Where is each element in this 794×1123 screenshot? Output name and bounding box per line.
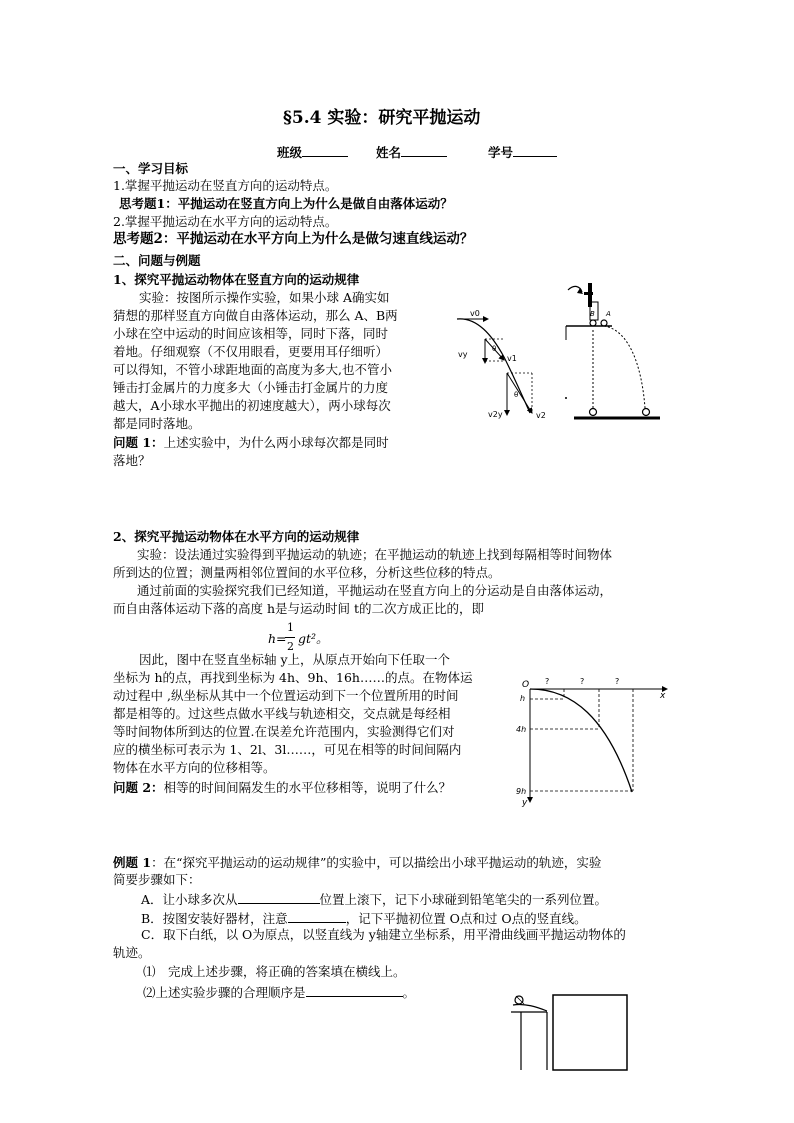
part2-p1a: 实验：设法通过实验得到平抛运动的轨迹；在平抛运动的轨迹上找到每隔相等时间物体 [137, 547, 613, 562]
number-label: 学号 [488, 145, 514, 160]
part1-heading: 1、探究平抛运动物体在竖直方向的运动规律 [113, 272, 360, 287]
step-c-cont: 轨迹。 [113, 945, 151, 960]
v2-label: v2 [536, 411, 546, 420]
ball-a-label: A [606, 310, 611, 318]
y-tick-label: 9h [516, 787, 527, 796]
question-1-text: 上述实验中，为什么两小球每次都是同时 [163, 435, 389, 450]
board-apparatus-figure [505, 985, 635, 1075]
step-a-blank[interactable] [238, 890, 320, 904]
sub-question-2-blank[interactable] [306, 983, 403, 997]
section2-heading: 二、问题与例题 [113, 253, 201, 268]
step-c: C．取下白纸，以 O为原点，以竖直线为 y轴建立坐标系，用平滑曲线画平抛运动物体的 [141, 927, 626, 942]
question-2-text: 相等的时间间隔发生的水平位移相等，说明了什么？ [163, 780, 452, 795]
part1-line: 锤击打金属片的力度多大（小锤击打金属片的力度 [113, 380, 389, 395]
think-question-2: 思考题2：平抛运动在水平方向上为什么是做匀速直线运动？ [113, 231, 474, 247]
y-axis-label: y [522, 798, 528, 807]
trajectory-graph [512, 672, 672, 807]
goal-1: 1.掌握平抛运动在竖直方向的运动特点。 [113, 178, 338, 193]
ball-b-label: B [590, 310, 595, 318]
x-mark-label: ? [615, 677, 620, 686]
class-field [277, 143, 348, 160]
part2-p1b: 所到达的位置；测量两相邻位置间的水平位移，分析这些位移的特点。 [113, 565, 501, 580]
part2-line: 都是相等的。过这些点做水平线与轨迹相交，交点就是每经相 [113, 706, 451, 721]
slope-track [513, 1004, 547, 1011]
question-1 [113, 435, 389, 450]
number-blank[interactable] [513, 143, 557, 157]
part1-line: 都是同时落地。 [113, 416, 201, 431]
v1-label: v1 [507, 354, 517, 363]
part2-p2a: 通过前面的实验探究我们已经知道，平抛运动在竖直方向上的分运动是自由落体运动， [137, 583, 613, 598]
part1-line: 猜想的那样竖直方向做自由落体运动，那么 A、B两 [113, 308, 398, 323]
x-mark-label: ? [580, 677, 585, 686]
step-b-text: B．按图安装好器材，注意 [141, 911, 288, 926]
goal-2: 2.掌握平抛运动在水平方向的运动特点。 [113, 214, 338, 229]
name-blank[interactable] [401, 143, 447, 157]
ball-icon [515, 996, 523, 1004]
theta2-label: θ [514, 391, 519, 399]
question-2-label: 问题 2： [113, 780, 164, 795]
step-b [141, 909, 587, 926]
trajectory-curve [457, 319, 530, 413]
part2-line: 动过程中 ,纵坐标从其中一个位置运动到下一个位置所用的时间 [113, 688, 459, 703]
y-tick-label: h [520, 694, 526, 703]
part2-line: 应的横坐标可表示为 1、2l、3l……，可见在相等的时间间隔内 [113, 742, 462, 757]
sub-question-2 [143, 983, 415, 1000]
formula-lhs: h= [268, 631, 287, 646]
sub-question-1: ⑴ 完成上述步骤，将正确的答案填在横线上。 [143, 964, 406, 979]
part2-line: 因此，图中在竖直坐标轴 y上，从原点开始向下任取一个 [139, 652, 451, 667]
class-label: 班级 [277, 145, 303, 160]
part2-line: 等时间物体所到达的位置.在误差允许范围内，实验测得它们对 [113, 724, 455, 739]
formula-denominator: 2 [287, 640, 294, 653]
v2-arrow [507, 373, 532, 413]
example-label: 例题 1 [113, 855, 152, 870]
question-1-label: 问题 1： [113, 435, 164, 450]
class-blank[interactable] [302, 143, 348, 157]
example-intro-text: ：在“探究平抛运动的运动规律”的实验中，可以描绘出小球平抛运动的轨迹，实验 [151, 855, 602, 870]
v0-label: v0 [470, 309, 480, 318]
origin-label: O [522, 680, 530, 690]
velocity-decomposition-figure [452, 305, 557, 425]
vy-label: vy [458, 350, 468, 359]
trajectory-curve [530, 689, 632, 792]
question-2 [113, 780, 451, 795]
part1-line: 可以得知，不管小球距地面的高度为多大,也不管小 [113, 362, 392, 377]
section1-heading: 一、学习目标 [113, 161, 189, 176]
part1-line: 越大，A小球水平抛出的初速度越大），两小球每次 [113, 398, 391, 413]
formula-rhs: gt²。 [298, 631, 329, 646]
y-tick-label: 4h [516, 725, 527, 734]
think-question-1: 思考题1：平抛运动在竖直方向上为什么是做自由落体运动？ [119, 196, 453, 211]
part2-line: 坐标为 h的点，再找到坐标为 4h、9h、16h……的点。在物体运 [113, 670, 473, 685]
v2y-label: v2y [488, 410, 503, 419]
part1-line: 小球在空中运动的时间应该相等，同时下落，同时 [113, 326, 389, 341]
step-a [141, 890, 607, 907]
ball-a-icon [601, 320, 607, 326]
step-b-blank[interactable] [288, 909, 346, 923]
apparatus-figure [560, 278, 670, 430]
step-a-text-end: 位置上滚下，记下小球碰到铅笔笔尖的一系列位置。 [319, 892, 608, 907]
part1-line: 实验：按图所示操作实验，如果小球 A确实如 [139, 290, 390, 305]
x-mark-label: ? [545, 677, 550, 686]
part2-line: 物体在水平方向的位移相等。 [113, 760, 276, 775]
step-a-text: A．让小球多次从 [141, 892, 238, 907]
part2-heading: 2、探究平抛运动物体在水平方向的运动规律 [113, 529, 360, 544]
number-field [488, 143, 557, 160]
coordinate-board [553, 995, 627, 1070]
sub-question-2-text: ⑵上述实验步骤的合理顺序是 [143, 985, 306, 1000]
formula [268, 620, 348, 656]
question-1-text-cont: 落地？ [113, 453, 151, 468]
example-intro [113, 855, 601, 870]
page-title: §5.4 实验：研究平抛运动 [283, 108, 481, 128]
parabolic-path [604, 326, 645, 408]
sub-question-2-end: 。 [402, 985, 416, 1000]
x-axis-label: x [660, 691, 666, 701]
formula-numerator: 1 [287, 621, 294, 634]
theta1-label: θ [492, 345, 497, 353]
name-field [376, 143, 447, 160]
part2-p2b: 而自由落体运动下落的高度 h是与运动时间 t的二次方成正比的，即 [113, 601, 485, 616]
step-b-text-end: ，记下平抛初位置 O点和过 O点的竖直线。 [345, 911, 587, 926]
example-intro-cont: 简要步骤如下： [113, 872, 201, 887]
part1-line: 着地。仔细观察（不仅用眼看，更要用耳仔细听） [113, 344, 389, 359]
ball-b-icon [590, 320, 596, 326]
name-label: 姓名 [376, 145, 402, 160]
